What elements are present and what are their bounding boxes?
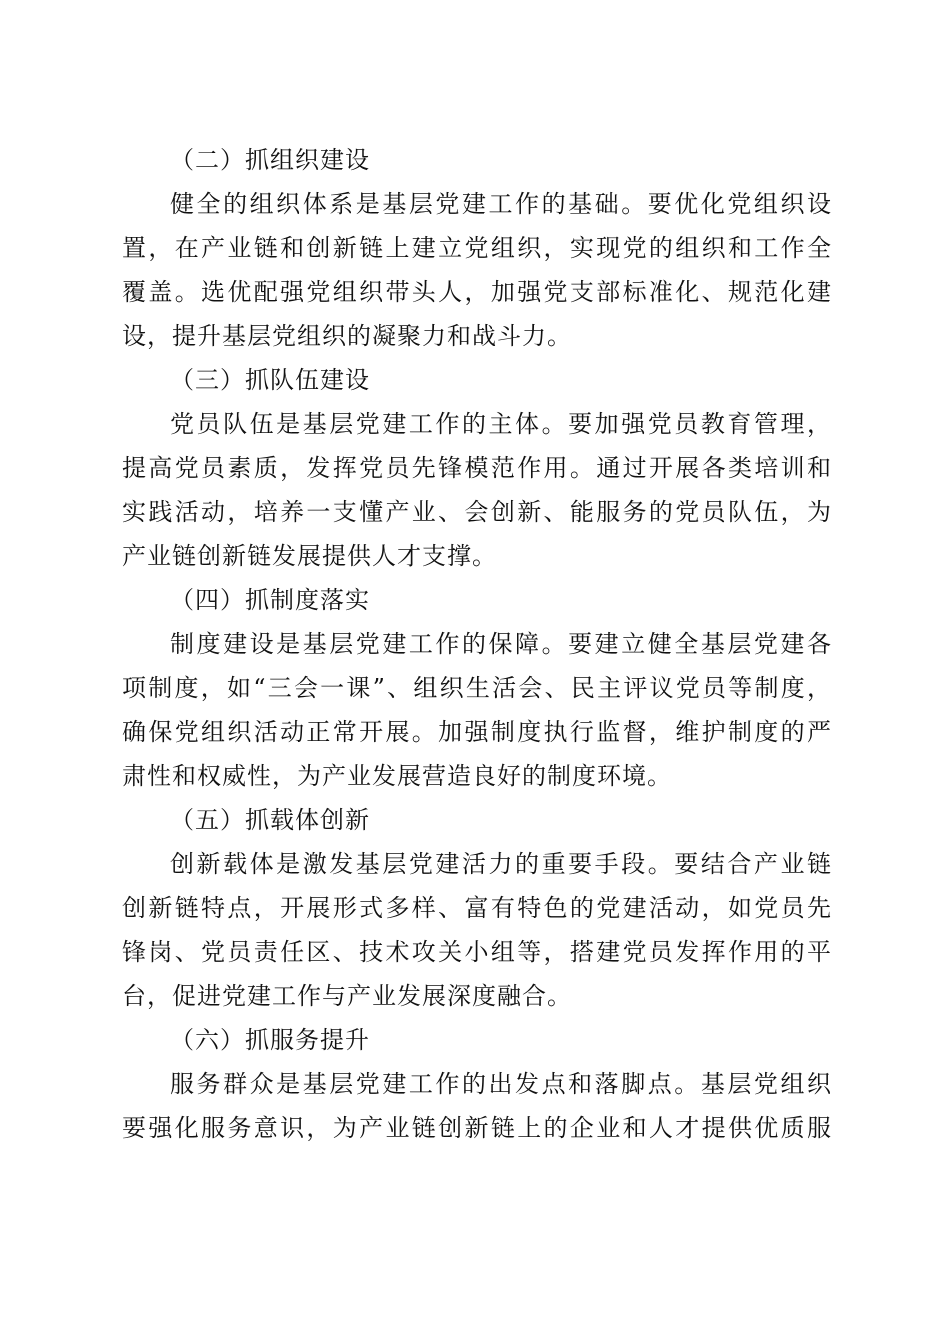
paragraph-line: 设，提升基层党组织的凝聚力和战斗力。 (122, 322, 572, 350)
paragraph (122, 842, 832, 1018)
document-body (122, 138, 832, 1150)
paragraph (122, 622, 832, 798)
paragraph-line: 实践活动，培养一支懂产业、会创新、能服务的党员队伍，为 (122, 498, 832, 526)
paragraph-line: 覆盖。选优配强党组织带头人，加强党支部标准化、规范化建 (122, 278, 832, 306)
paragraph (122, 402, 832, 578)
paragraph-line: 创新链特点，开展形式多样、富有特色的党建活动，如党员先 (122, 894, 832, 922)
section-carrier (122, 798, 832, 1018)
paragraph-line: 提高党员素质，发挥党员先锋模范作用。通过开展各类培训和 (122, 454, 832, 482)
paragraph-line: 服务群众是基层党建工作的出发点和落脚点。基层党组织 (170, 1070, 832, 1098)
paragraph-line: 确保党组织活动正常开展。加强制度执行监督，维护制度的严 (122, 718, 832, 746)
section-heading: （二）抓组织建设 (170, 146, 370, 174)
paragraph-line: 锋岗、党员责任区、技术攻关小组等，搭建党员发挥作用的平 (122, 938, 832, 966)
paragraph-line: 党员队伍是基层党建工作的主体。要加强党员教育管理， (170, 410, 832, 438)
paragraph-line: 台，促进党建工作与产业发展深度融合。 (122, 982, 572, 1010)
paragraph (122, 1062, 832, 1150)
paragraph-line: 制度建设是基层党建工作的保障。要建立健全基层党建各 (170, 630, 832, 658)
section-organization (122, 138, 832, 358)
section-service (122, 1018, 832, 1150)
section-heading: （四）抓制度落实 (170, 586, 370, 614)
section-heading: （五）抓载体创新 (170, 806, 370, 834)
section-heading: （三）抓队伍建设 (170, 366, 370, 394)
paragraph-line: 健全的组织体系是基层党建工作的基础。要优化党组织设 (170, 190, 832, 218)
paragraph-line: 置，在产业链和创新链上建立党组织，实现党的组织和工作全 (122, 234, 832, 262)
paragraph-line: 肃性和权威性，为产业发展营造良好的制度环境。 (122, 762, 672, 790)
paragraph (122, 182, 832, 358)
section-system (122, 578, 832, 798)
section-heading: （六）抓服务提升 (170, 1026, 370, 1054)
paragraph-line: 产业链创新链发展提供人才支撑。 (122, 542, 497, 570)
section-team (122, 358, 832, 578)
paragraph-line: 创新载体是激发基层党建活力的重要手段。要结合产业链 (170, 850, 832, 878)
paragraph-line: 要强化服务意识，为产业链创新链上的企业和人才提供优质服 (122, 1114, 832, 1142)
paragraph-line: 项制度，如“三会一课”、组织生活会、民主评议党员等制度， (122, 674, 832, 702)
